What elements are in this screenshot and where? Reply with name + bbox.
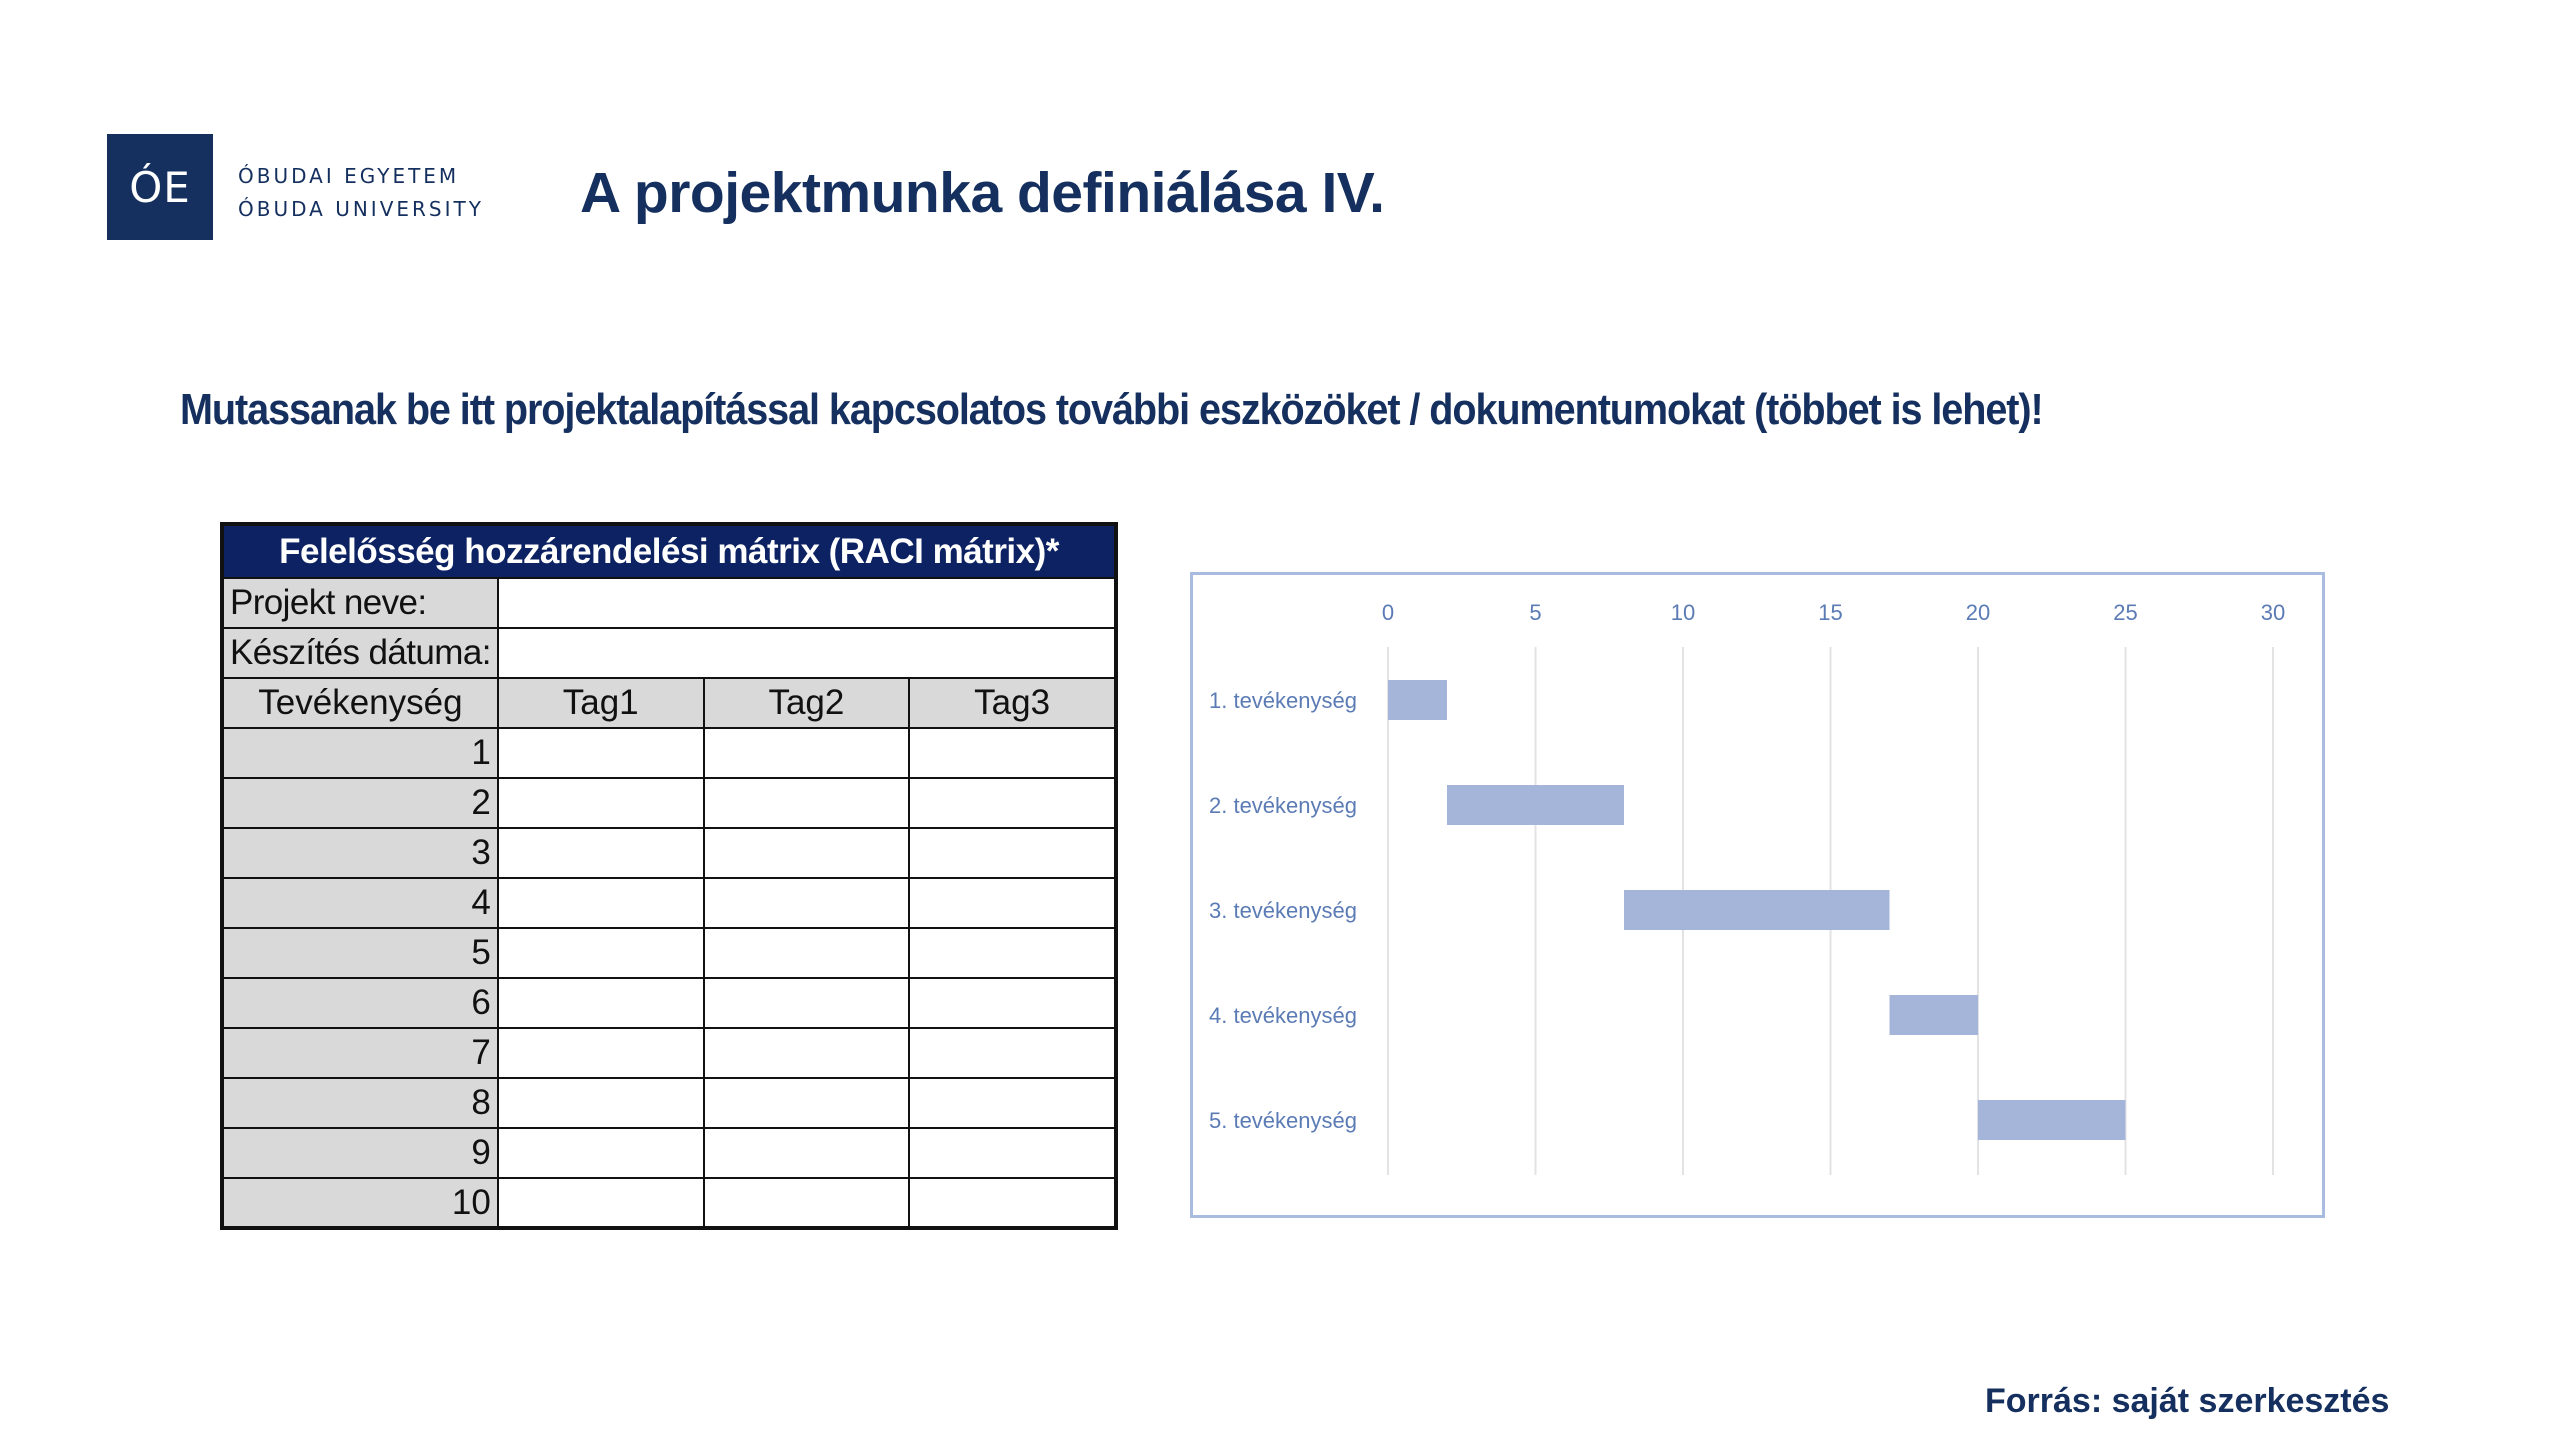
university-name-hu: ÓBUDAI EGYETEM <box>238 164 460 188</box>
raci-cell-tag1[interactable] <box>498 778 704 828</box>
raci-cell-tag3[interactable] <box>909 1178 1116 1228</box>
raci-cell-tag2[interactable] <box>704 1028 910 1078</box>
raci-cell-tag2[interactable] <box>704 728 910 778</box>
x-tick-label: 30 <box>2260 600 2286 625</box>
x-tick-label: 20 <box>1965 600 1991 625</box>
date-field[interactable] <box>498 628 1116 678</box>
source-note: Forrás: saját szerkesztés <box>1985 1382 2390 1420</box>
x-tick-label: 25 <box>2113 600 2138 625</box>
activity-number-cell: 5 <box>222 928 498 978</box>
column-header-tag2: Tag2 <box>704 678 910 728</box>
project-name-label: Projekt neve: <box>222 578 498 628</box>
activity-number-cell: 9 <box>222 1128 498 1178</box>
raci-cell-tag3[interactable] <box>909 1128 1116 1178</box>
activity-number-cell: 1 <box>222 728 498 778</box>
x-tick-label: 5 <box>1529 600 1542 625</box>
y-category-label: 4. tevékenység <box>1209 1003 1357 1028</box>
x-tick-label: 0 <box>1381 600 1395 625</box>
raci-cell-tag2[interactable] <box>704 1178 910 1228</box>
table-row <box>222 778 1116 828</box>
table-row <box>222 1128 1116 1178</box>
raci-cell-tag1[interactable] <box>498 1128 704 1178</box>
x-tick-label: 10 <box>1670 600 1696 625</box>
raci-cell-tag3[interactable] <box>909 978 1116 1028</box>
column-header-tag1: Tag1 <box>498 678 704 728</box>
raci-cell-tag3[interactable] <box>909 928 1116 978</box>
university-name <box>238 160 484 226</box>
activity-number-cell: 7 <box>222 1028 498 1078</box>
raci-cell-tag3[interactable] <box>909 828 1116 878</box>
activity-number-cell: 2 <box>222 778 498 828</box>
university-name-en: ÓBUDA UNIVERSITY <box>238 197 484 221</box>
raci-cell-tag1[interactable] <box>498 1178 704 1228</box>
table-row <box>222 1178 1116 1228</box>
raci-cell-tag2[interactable] <box>704 928 910 978</box>
activity-number-cell: 8 <box>222 1078 498 1128</box>
raci-cell-tag3[interactable] <box>909 1028 1116 1078</box>
activity-number-cell: 10 <box>222 1178 498 1228</box>
y-category-label: 2. tevékenység <box>1209 793 1357 818</box>
gantt-bar <box>1624 890 1890 930</box>
column-header-tag3: Tag3 <box>909 678 1116 728</box>
raci-cell-tag1[interactable] <box>498 878 704 928</box>
raci-cell-tag2[interactable] <box>704 1128 910 1178</box>
raci-column-header-row <box>222 678 1116 728</box>
project-name-field[interactable] <box>498 578 1116 628</box>
slide-title: A projektmunka definiálása IV. <box>580 161 1385 225</box>
raci-cell-tag2[interactable] <box>704 978 910 1028</box>
x-tick-label: 15 <box>1818 600 1843 625</box>
gantt-bar <box>1447 785 1624 825</box>
raci-body <box>222 728 1116 1228</box>
table-row <box>222 928 1116 978</box>
raci-cell-tag1[interactable] <box>498 828 704 878</box>
raci-cell-tag3[interactable] <box>909 778 1116 828</box>
raci-cell-tag2[interactable] <box>704 778 910 828</box>
date-label: Készítés dátuma: <box>222 628 498 678</box>
gantt-bar <box>1388 680 1447 720</box>
activity-number-cell: 3 <box>222 828 498 878</box>
raci-cell-tag1[interactable] <box>498 728 704 778</box>
raci-header-title: Felelősség hozzárendelési mátrix (RACI mátrix)* <box>222 524 1116 578</box>
table-row <box>222 978 1116 1028</box>
table-row <box>222 1078 1116 1128</box>
table-row <box>222 1028 1116 1078</box>
y-category-label: 3. tevékenység <box>1209 898 1357 923</box>
raci-cell-tag2[interactable] <box>704 878 910 928</box>
logo-mark-text: ÓE <box>129 162 191 212</box>
raci-matrix-table <box>220 522 1118 1230</box>
university-logo-mark <box>107 134 213 240</box>
gantt-chart-svg <box>1193 575 2322 1215</box>
column-header-activity: Tevékenység <box>222 678 498 728</box>
table-row <box>222 828 1116 878</box>
raci-header-row <box>222 524 1116 578</box>
gantt-chart <box>1190 572 2325 1218</box>
y-category-label: 5. tevékenység <box>1209 1108 1357 1133</box>
y-category-label: 1. tevékenység <box>1209 688 1357 713</box>
raci-cell-tag3[interactable] <box>909 1078 1116 1128</box>
raci-cell-tag1[interactable] <box>498 1028 704 1078</box>
table-row <box>222 728 1116 778</box>
raci-cell-tag2[interactable] <box>704 1078 910 1128</box>
raci-cell-tag1[interactable] <box>498 1078 704 1128</box>
raci-cell-tag2[interactable] <box>704 828 910 878</box>
table-row <box>222 878 1116 928</box>
raci-cell-tag1[interactable] <box>498 928 704 978</box>
raci-cell-tag3[interactable] <box>909 878 1116 928</box>
project-name-row <box>222 578 1116 628</box>
gantt-bar <box>1978 1100 2126 1140</box>
raci-cell-tag1[interactable] <box>498 978 704 1028</box>
gantt-bar <box>1890 995 1979 1035</box>
activity-number-cell: 4 <box>222 878 498 928</box>
slide-subtitle: Mutassanak be itt projektalapítással kapcsolatos további eszközöket / dokumentumokat (többet is lehet)! <box>180 385 2043 434</box>
raci-cell-tag3[interactable] <box>909 728 1116 778</box>
activity-number-cell: 6 <box>222 978 498 1028</box>
date-row <box>222 628 1116 678</box>
